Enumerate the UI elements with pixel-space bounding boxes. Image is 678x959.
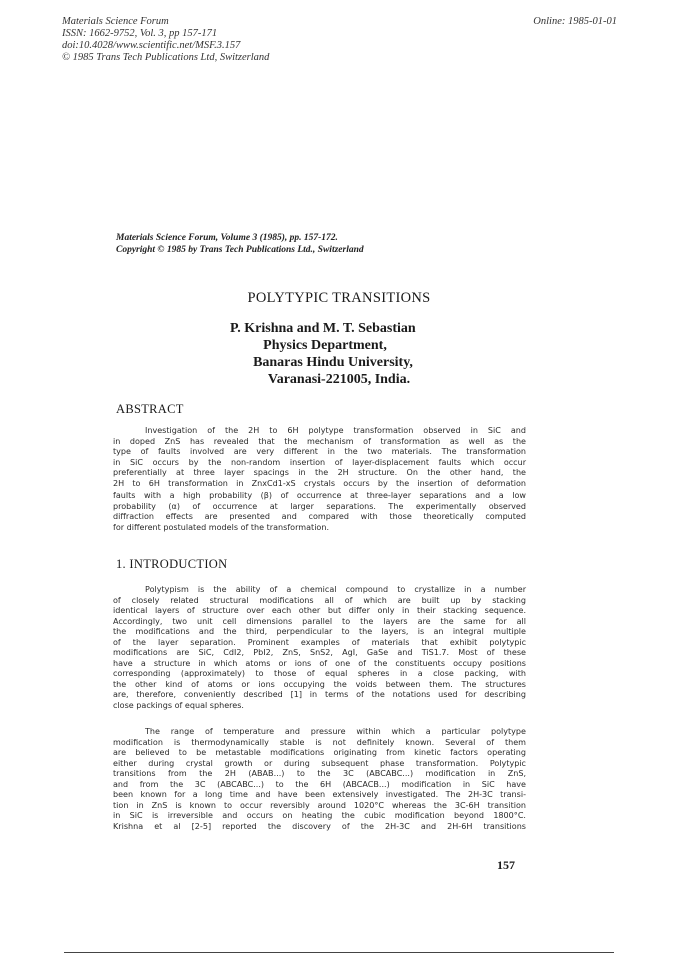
abstract-paragraph	[113, 426, 526, 533]
abstract-line: diffraction effects are presented and compared with those theoretically computed	[113, 512, 526, 521]
intro-line: of closely related structural modifications all of which are built up by stacking	[113, 595, 526, 605]
abstract-line: Investigation of the 2H to 6H polytype transformation observed in SiC and	[145, 426, 526, 435]
intro-line: are, therefore, conveniently described [1] in terms of the notations used for describing	[113, 690, 526, 699]
intro-line: identical layers of structure over each other but differ only in their stacking sequence.	[113, 606, 526, 615]
intro-line: close packings of equal spheres.	[113, 700, 244, 710]
intro-line: corresponding (approximately) to those of equal spheres in a close packing, with	[113, 669, 526, 678]
intro-line: either during crystal growth or during subsequent phase transformation. Polytypic	[113, 758, 526, 768]
introduction-heading: 1. INTRODUCTION	[116, 557, 228, 571]
abstract-line: preferentially at three layer spacings in the 2H structure. On the other hand, the	[113, 468, 526, 477]
intro-line: been known for a long time and have been extensively investigated. The 2H-3C transi-	[113, 790, 526, 799]
intro-paragraph-1	[113, 585, 526, 711]
issn-line: ISSN: 1662-9752, Vol. 3, pp 157-171	[62, 28, 218, 39]
intro-line: have a structure in which atoms or ions of one of the constituents occupy positions	[113, 658, 526, 668]
abstract-line: for different postulated models of the transformation.	[113, 522, 330, 532]
intro-line: and from the 3C (ABCABC...) to the 6H (ABCACB...) modification in SiC have	[113, 779, 526, 789]
citation-line-2: Copyright © 1985 by Trans Tech Publications Ltd., Switzerland	[116, 245, 364, 255]
abstract-heading: ABSTRACT	[116, 402, 184, 416]
copyright-line: © 1985 Trans Tech Publications Ltd, Switzerland	[62, 52, 270, 63]
intro-line: tion in ZnS is known to occur reversibly around 1020°C whereas the 3C-6H transition	[113, 800, 526, 810]
journal-header	[62, 16, 269, 64]
intro-paragraph-2	[113, 727, 526, 832]
intro-line: in SiC is irreversible and occurs on heating the cubic modification beyond 1800°C.	[113, 811, 526, 820]
intro-line: modification is thermodynamically stable is not definitely known. Several of them	[113, 737, 526, 747]
abstract-line: type of faults involved are very different in the two materials. The transformation	[113, 447, 526, 456]
author-names: P. Krishna and M. T. Sebastian	[230, 321, 416, 336]
intro-line: Polytypism is the ability of a chemical compound to crystallize in a number	[145, 585, 526, 594]
intro-line: are believed to be metastable modifications originating from kinetic factors operating	[113, 748, 526, 757]
paper-title: POLYTYPIC TRANSITIONS	[247, 290, 431, 306]
intro-line: the modifications and the third, perpendicular to the layers, is an integral multiple	[113, 627, 526, 636]
intro-line: Accordingly, two unit cell dimensions parallel to the layers are the same for all	[113, 616, 526, 626]
intro-line: modifications are SiC, CdI2, PbI2, ZnS, SnS2, AgI, GaSe and TiS1.7. Most of these	[113, 648, 526, 657]
abstract-line: 2H to 6H transformation in ZnxCd1-xS crystals occurs by the insertion of deformation	[113, 478, 526, 488]
page-number: 157	[497, 858, 515, 872]
intro-line: the other kind of atoms or ions occupying the voids between them. The structures	[113, 679, 526, 689]
intro-line: of the layer separation. Prominent examples of materials that exhibit polytypic	[113, 637, 526, 647]
doi-link[interactable]: doi:10.4028/www.scientific.net/MSF.3.157	[62, 40, 241, 51]
author-university: Banaras Hindu University,	[253, 355, 413, 370]
intro-line: Krishna et al [2-5] reported the discovery of the 2H-3C and 2H-6H transitions	[113, 821, 526, 831]
abstract-line: faults with a high probability (β) of occurrence at three-layer separations and a low	[113, 491, 526, 500]
citation-line-1: Materials Science Forum, Volume 3 (1985), pp. 157-172.	[116, 233, 338, 243]
intro-line: transitions from the 2H (ABAB...) to the 3C (ABCABC...) modification in ZnS,	[113, 769, 526, 778]
abstract-line: probability (α) of occurrence at larger separations. The experimentally observed	[113, 501, 526, 511]
abstract-line: in doped ZnS has revealed that the mechanism of transformation as well as the	[113, 436, 526, 446]
author-department: Physics Department,	[263, 338, 387, 353]
author-block	[230, 320, 434, 388]
author-city: Varanasi-221005, India.	[267, 372, 411, 387]
citation-block	[116, 232, 364, 256]
intro-line: The range of temperature and pressure within which a particular polytype	[145, 727, 526, 736]
footer-rule	[64, 952, 614, 953]
journal-name: Materials Science Forum	[62, 16, 169, 27]
online-date: Online: 1985-01-01	[533, 16, 617, 27]
abstract-line: in SiC occurs by the non-random insertion of layer-displacement faults which occur	[113, 457, 526, 467]
